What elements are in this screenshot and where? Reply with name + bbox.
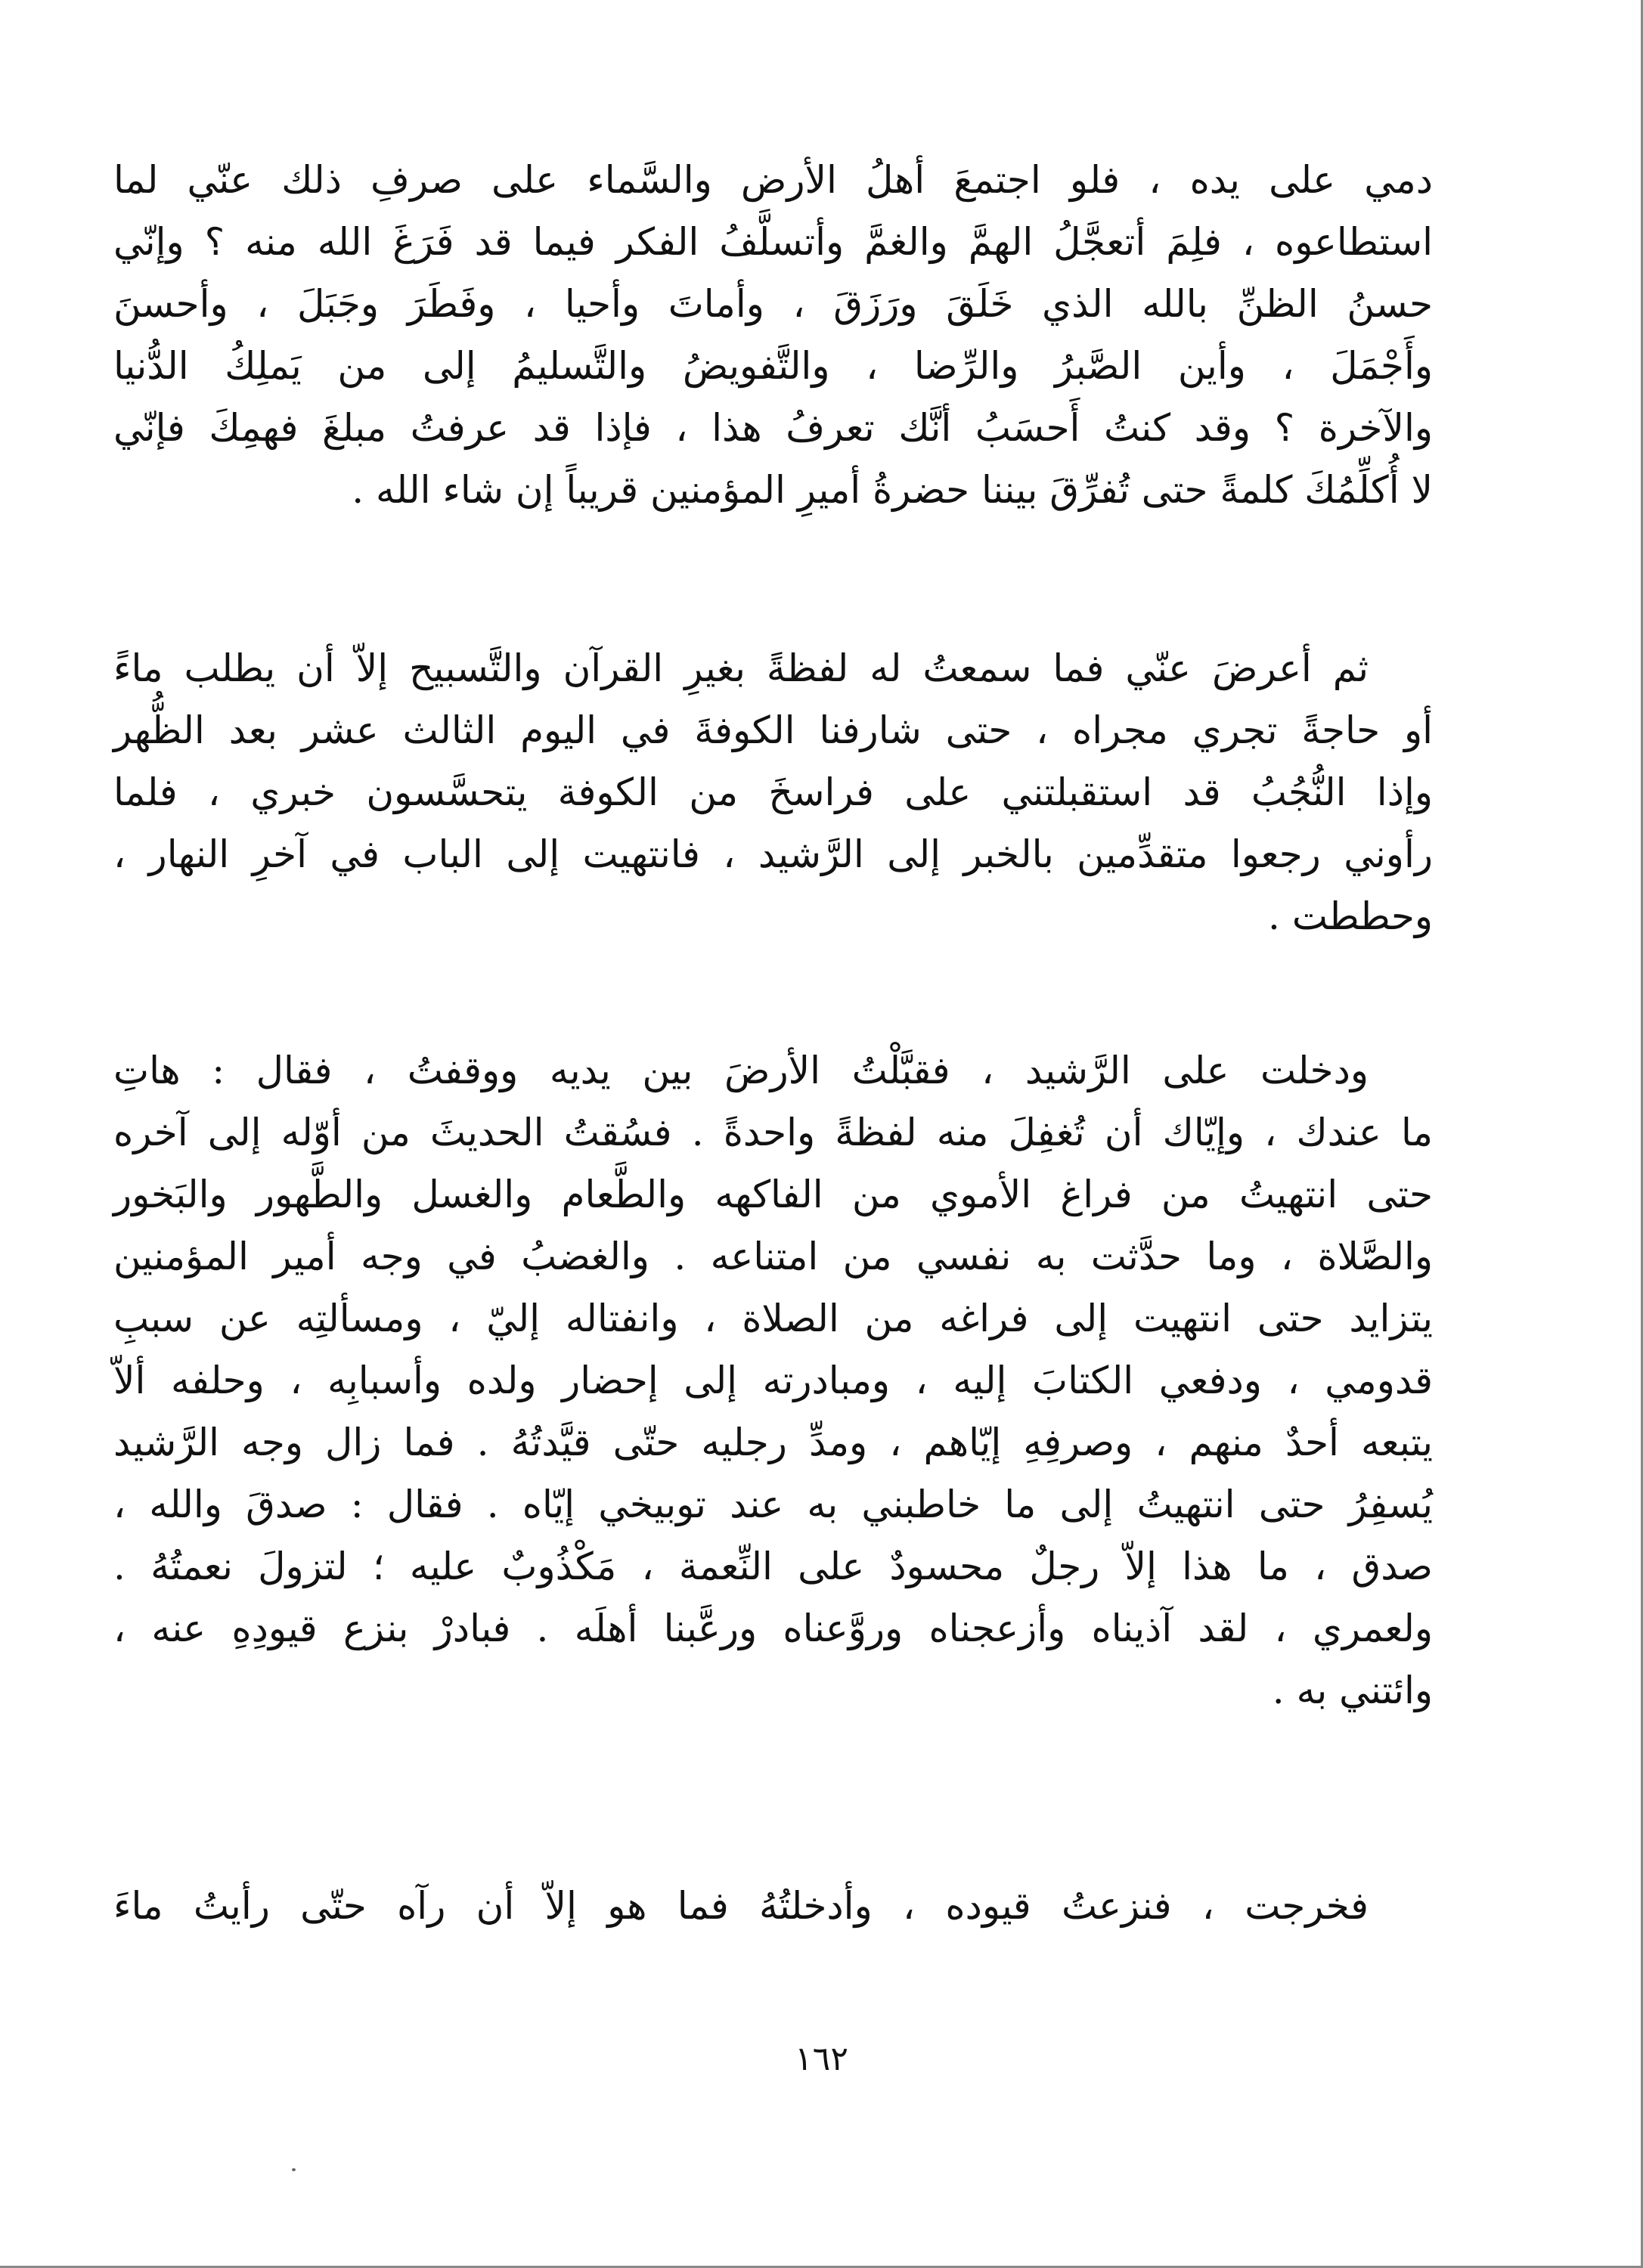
paragraph-2 [113, 637, 1433, 947]
page-number: ١٦٢ [795, 2040, 848, 2078]
text-line: وأَجْمَلَ ، وأين الصَّبرُ والرِّضا ، والتَّفويضُ والتَّسليمُ إلى من يَملِكُ الدُّنيا [113, 344, 1433, 388]
text-line: والآخرة ؟ وقد كنتُ أَحسَبُ أنَّك تعرفُ هذا ، فإذا قد عرفتُ مبلغَ فهمِكَ فإنّي [113, 406, 1433, 450]
text-line: يُسفِرُ حتى انتهيتُ إلى ما خاطبني به عند توبيخي إيّاه . فقال : صدقَ والله ، [113, 1483, 1433, 1526]
text-line: حسنُ الظنِّ بالله الذي خَلَقَ ورَزَقَ ، وأماتَ وأحيا ، وفَطَرَ وجَبَلَ ، وأحسنَ [113, 282, 1433, 326]
text-line: صدق ، ما هذا إلاّ رجلٌ محسودٌ على النِّعمة ، مَكْذُوبٌ عليه ؛ لتزولَ نعمتُهُ . [113, 1545, 1433, 1588]
text-line: ودخلت على الرَّشيد ، فقبَّلْتُ الأرضَ بين يديه ووقفتُ ، فقال : هاتِ [113, 1049, 1369, 1092]
text-line: أو حاجةً تجري مجراه ، حتى شارفنا الكوفةَ في اليوم الثالث عشر بعد الظُّهر [113, 708, 1433, 752]
text-line: وإذا النُّجُبُ قد استقبلتني على فراسخَ من الكوفة يتحسَّسون خبري ، فلما [113, 770, 1433, 814]
text-line: ولعمري ، لقد آذيناه وأزعجناه وروَّعناه ورعَّبنا أهلَه . فبادرْ بنزع قيودِهِ عنه ، [113, 1606, 1433, 1650]
text-line: دمي على يده ، فلو اجتمعَ أهلُ الأرض والسَّماء على صرفِ ذلك عنّي لما [113, 158, 1433, 202]
text-line: يتبعه أحدٌ منهم ، وصرفِهِ إيّاهم ، ومدِّ رجليه حتّى قيَّدتُهُ . فما زال وجه الرَّشيد [113, 1421, 1433, 1464]
text-line: استطاعوه ، فلِمَ أتعجَّلُ الهمَّ والغمَّ وأتسلَّفُ الفكر فيما قد فَرَغَ الله منه ؟ وإنّي [113, 220, 1433, 264]
text-line: قدومي ، ودفعي الكتابَ إليه ، ومبادرته إلى إحضار ولده وأسبابِه ، وحلفه ألاّ [113, 1359, 1433, 1402]
text-line: لا أُكلِّمُكَ كلمةً حتى تُفرِّقَ بيننا حضرةُ أميرِ المؤمنين قريباً إن شاء الله . [352, 468, 1433, 512]
text-line: رأوني رجعوا متقدِّمين بالخبر إلى الرَّشيد ، فانتهيت إلى الباب في آخرِ النهار ، [113, 832, 1433, 876]
text-line: وحططت . [1268, 894, 1433, 938]
text-line: يتزايد حتى انتهيت إلى فراغه من الصلاة ، وانفتاله إليّ ، ومسألتِه عن سببِ [113, 1297, 1434, 1340]
paragraph-3 [113, 1040, 1433, 1721]
paragraph-1 [113, 149, 1433, 521]
text-line: والصَّلاة ، وما حدَّثت به نفسي من امتناعه . والغضبُ في وجه أمير المؤمنين [113, 1235, 1433, 1278]
scan-speck [292, 2168, 296, 2171]
text-line: حتى انتهيتُ من فراغ الأموي من الفاكهه والطَّعام والغسل والطَّهور والبَخور [113, 1173, 1433, 1216]
text-line: ثم أعرضَ عنّي فما سمعتُ له لفظةً بغيرِ القرآن والتَّسبيح إلاّ أن يطلب ماءً [113, 646, 1369, 690]
text-line: وائتني به . [1272, 1668, 1433, 1712]
text-line: ما عندك ، وإيّاك أن تُغفِلَ منه لفظةً واحدةً . فسُقتُ الحديثَ من أوّله إلى آخره [113, 1111, 1433, 1154]
text-line: فخرجت ، فنزعتُ قيوده ، وأدخلتُهُ فما هو إلاّ أن رآه حتّى رأيتُ ماءَ [113, 1884, 1369, 1928]
paragraph-4 [113, 1875, 1433, 1937]
